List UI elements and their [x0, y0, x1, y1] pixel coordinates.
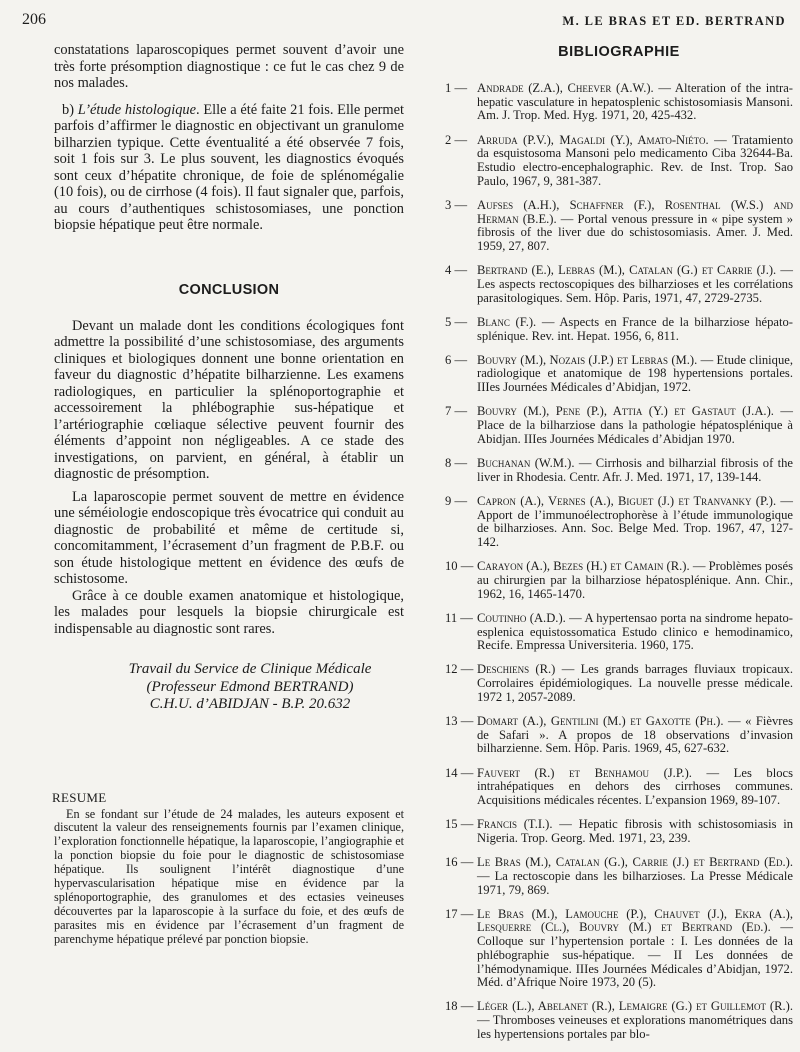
reference-number: 14 — — [445, 765, 474, 780]
reference-text — [477, 354, 793, 395]
reference-citation: — Hepatic fibrosis with schistosomiasis in Nigeria. Trop. Georg. Med. 1971, 23, 239. — [477, 817, 793, 845]
reference-authors: Carayon (A.), Bezes (H.) et Camain (R.). — [477, 559, 690, 574]
reference-number: 8 — — [445, 455, 468, 470]
running-header: M. LE BRAS ET ED. BERTRAND — [562, 14, 786, 28]
histology-title: L’étude histologique — [77, 101, 197, 118]
reference-text — [477, 767, 793, 808]
reference-citation: — Les grands barrages fluviaux tropicaux. Corrolaires épidémiologiques. La nouvelle presse médicale. 1972 1, 2057-2089. — [477, 662, 794, 704]
reference-item — [445, 1000, 793, 1041]
reference-item — [445, 264, 793, 305]
reference-item — [445, 82, 793, 123]
reference-authors: Deschiens (R.) — [477, 662, 556, 677]
conclusion-heading: CONCLUSION — [178, 281, 280, 298]
signature-block — [96, 661, 404, 714]
reference-authors: Coutinho (A.D.). — [477, 610, 566, 625]
reference-citation: — Place de la bilharziose dans la pathologie hépatosplénique à Abidjan. IIIes Journées Médicales d’Abidjan 1970. — [477, 404, 793, 446]
histology-prefix: b) — [62, 101, 78, 118]
reference-item — [445, 316, 793, 343]
reference-authors: Bouvry (M.), Pene (P.), Attia (Y.) et Gastaut (J.A.). — [477, 404, 774, 419]
reference-citation: — Aspects en France de la bilharziose hépato-splénique. Rev. int. Hepat. 1956, 6, 811. — [477, 314, 793, 343]
reference-citation: — Alteration of the intra-hepatic vasculature in hepatosplenic schistosomiasis Mansoni. Am. J. Trop. Med. Hyg. 1971, 20, 425-432. — [477, 81, 793, 123]
reference-text — [477, 715, 793, 756]
reference-authors: Bouvry (M.), Nozais (J.P.) et Lebras (M.). — [477, 352, 698, 367]
reference-number: 16 — — [445, 855, 474, 870]
reference-authors: Francis (T.I.). — [477, 817, 553, 832]
conclusion-paragraph: Devant un malade dont les conditions écologiques font admettre la possibilité d’une schistosomiase, des arguments cliniques et biologiques donnent une bonne orientation en faveur du diagnostic d’hépatite bilharzienne. Les examens radiologiques, en particulier la splénoportographie et accessoirement la phlébographie sus-hépatique et l’artériographie cœliaque sélective peuvent fournir des éléments d’appoint non négligeables. A ce stade des investigations, on parvient, en général, à établir un diagnostic de présomption. — [54, 317, 404, 482]
reference-citation: — « Fièvres de Safari ». A propos de 18 observations d’invasion bilharzienne. Sem. Hôp. Paris. 1969, 45, 627-632. — [477, 714, 793, 756]
reference-item — [445, 856, 793, 897]
reference-text — [477, 495, 793, 550]
reference-number: 6 — — [445, 352, 468, 367]
conclusion-paragraph: La laparoscopie permet souvent de mettre en évidence une séméiologie endoscopique très évocatrice qui conduit au diagnostic de probabilité et même de certitude si, concomitamment, l’écrasement d’un fragment de P.B.F. ou son étude histologique mettent en évidence des œufs de schistosome. — [54, 488, 404, 587]
reference-authors: Fauvert (R.) et Benhamou (J.P.). — [477, 765, 692, 780]
reference-authors: Andrade (Z.A.), Cheever (A.W.). — [477, 81, 654, 95]
reference-citation: — Portal venous pressure in « pipe system » fibrosis of the liver due do schistosomiasis. Amer. J. Med. 1959, 27, 807. — [477, 211, 793, 254]
reference-authors: Léger (L.), Abelanet (R.), Lemaigre (G.) et Guillemot (R.). — [477, 999, 793, 1014]
reference-text — [477, 908, 793, 990]
reference-number: 17 — — [445, 906, 474, 921]
reference-text — [477, 612, 793, 653]
reference-authors: Le Bras (M.), Catalan (G.), Carrie (J.) et Bertrand (Ed.). — [477, 855, 793, 870]
reference-item — [445, 199, 793, 254]
reference-authors: Arruda (P.V.), Magaldi (Y.), Amato-Niéto. — [477, 132, 709, 147]
reference-item — [445, 495, 793, 550]
reference-citation: — Les blocs intrahépatiques en dehors des cirrhoses communes. Acquisitions médicales récentes. L’expansion 1969, 89-107. — [477, 765, 793, 808]
reference-number: 2 — — [445, 132, 468, 147]
reference-authors: Bertrand (E.), Lebras (M.), Catalan (G.) et Carrie (J.). — [477, 263, 777, 278]
reference-text — [477, 560, 793, 601]
left-column — [54, 42, 404, 947]
reference-citation: — Tratamiento da esquistosoma Mansoni pelo medicamento Ciba 32644-Ba. Estudio electro-encephalographic. Rev. de Inst. Trop. Sao Paulo, 1967, 9, 381-387. — [477, 132, 793, 188]
reference-citation: — Colloque sur l’hypertension portale : I. Les données de la phlébographie sus-hépatique. — II Les données de l’hémodynamique. IIIes Journées Médicales d’Abidjan, 1972. Méd. d’Afrique Noire 1973, 20 (5). — [477, 920, 793, 990]
reference-citation: — Cirrhosis and bilharzial fibrosis of the liver in Rhodesia. Centr. Afr. J. Med. 1971, 17, 139-144. — [477, 455, 793, 484]
reference-citation: — Problèmes posés au chirurgien par la bilharziose hépatosplénique. Ann. Chir., 1962, 16, 1465-1470. — [477, 559, 793, 601]
reference-item — [445, 908, 793, 990]
resume-heading: RESUME — [52, 789, 107, 805]
reference-authors: Buchanan (W.M.). — [477, 455, 575, 470]
reference-item — [445, 818, 793, 845]
histology-text: . Elle a été faite 21 fois. Elle permet parfois d’affirmer le diagnostic en objectivant un granulome bilharzien typique. Cette éventualité a été observée 7 fois, soit 1 fois sur 3. Le plus souvent, les diagnostics évoqués sont ceux d’hépatite chronique, de foie de splénomégalie (10 fois), ou de cirrhose (4 fois). Il faut signaler que, parfois, au cours d’authentiques schistosomiases, une ponction biopsie hépatique peut être normale. — [54, 101, 404, 233]
reference-number: 10 — — [445, 559, 474, 574]
reference-item — [445, 612, 793, 653]
bibliography-heading: BIBLIOGRAPHIE — [558, 44, 680, 60]
reference-text — [477, 1000, 793, 1041]
reference-authors: Le Bras (M.), Lamouche (P.), Chauvet (J.), Ekra (A.), Lesquerre (Cl.), Bouvry (M.) et Bertrand (Ed.). — [477, 906, 793, 935]
reference-citation: — Apport de l’immunoélectrophorèse à l’étude immunologique de bilharzioses. Ann. Soc. Belge Med. Trop. 1967, 47, 127-142. — [477, 493, 793, 549]
reference-citation: — Etude clinique, radiologique et anatomique de 198 hypertensions portales. IIIes Journées Médicales d’Abidjan, 1972. — [477, 352, 793, 395]
reference-authors: Blanc (F.). — [477, 314, 537, 329]
signature-line: Travail du Service de Clinique Médicale — [128, 661, 372, 677]
reference-authors: Capron (A.), Vernes (A.), Biguet (J.) et Tranvanky (P.). — [477, 493, 777, 508]
reference-text — [477, 818, 793, 845]
reference-item — [445, 457, 793, 484]
reference-number: 18 — — [445, 999, 474, 1014]
resume-text: En se fondant sur l’étude de 24 malades, les auteurs exposent et discutent la valeur des renseignements fournis par l’examen clinique, l’exploration fonctionnelle hépatique, la laparoscopie, l’angiographie et la ponction biopsie du foie pour le diagnostic de schistosomiase hépatique. Ils soulignent l’intérêt diagnostique d’une hypervascularisation hépatique mise en évidence par la splénoportographie, des granulomes et des ectasies veineuses découvertes par la laparoscopie à la surface du foie, et des œufs de parasites mis en évidence par l’écrasement d’un fragment de parenchyme hépatique prélevé par ponction biopsie. — [54, 806, 404, 946]
reference-number: 15 — — [445, 817, 474, 832]
reference-authors: Aufses (A.H.), Schaffner (F.), Rosenthal (W.S.) and Herman (B.E.). — [477, 197, 793, 226]
signature-line: (Professeur Edmond BERTRAND) — [146, 678, 354, 695]
reference-citation: — La rectoscopie dans les bilharzioses. La Presse Médicale 1971, 79, 869. — [477, 868, 793, 897]
page-number: 206 — [22, 11, 46, 28]
reference-text — [477, 663, 793, 704]
reference-text — [477, 82, 793, 123]
reference-item — [445, 663, 793, 704]
reference-number: 11 — — [445, 610, 473, 625]
reference-number: 5 — — [445, 314, 468, 329]
signature-line: C.H.U. d’ABIDJAN - B.P. 20.632 — [149, 696, 351, 712]
reference-list — [445, 82, 793, 1042]
reference-number: 9 — — [445, 493, 468, 508]
reference-item — [445, 405, 793, 446]
reference-item — [445, 354, 793, 395]
reference-text — [477, 457, 793, 484]
reference-number: 4 — — [445, 263, 468, 278]
reference-number: 1 — — [445, 81, 468, 95]
reference-text — [477, 199, 793, 254]
reference-text — [477, 316, 793, 343]
reference-citation: — A hypertensao porta na sindrome hepato-esplenica equistossomatica Estudo clinico e hemodinamico, Recife. Empressa Universiteria. 1960, 175. — [477, 610, 793, 653]
reference-text — [477, 856, 793, 897]
reference-text — [477, 264, 793, 305]
bibliography-column — [445, 44, 793, 1052]
reference-citation: — Thromboses veineuses et explorations manométriques dans les hypertensions portales par blo- — [477, 1013, 793, 1041]
reference-number: 12 — — [445, 662, 474, 677]
histology-paragraph — [54, 102, 404, 234]
reference-number: 3 — — [445, 197, 468, 212]
reference-text — [477, 134, 793, 189]
reference-citation: — Les aspects rectoscopiques des bilharzioses et les corrélations parasitologiques. Sem. Hôp. Paris, 1971, 47, 2729-2735. — [477, 263, 793, 305]
reference-text — [477, 405, 793, 446]
continuation-paragraph: constatations laparoscopiques permet souvent d’avoir une très forte présomption diagnostique : ce fut le cas chez 9 de nos malades. — [54, 42, 404, 91]
reference-authors: Domart (A.), Gentilini (M.) et Gaxotte (Ph.). — [477, 714, 724, 729]
reference-number: 13 — — [445, 714, 474, 729]
conclusion-paragraph: Grâce à ce double examen anatomique et histologique, les malades pour lesquels la biopsie chirurgicale est indispensable au diagnostic sont rares. — [54, 587, 404, 637]
reference-item — [445, 767, 793, 808]
reference-item — [445, 134, 793, 189]
reference-number: 7 — — [445, 404, 468, 419]
reference-item — [445, 560, 793, 601]
reference-item — [445, 715, 793, 756]
